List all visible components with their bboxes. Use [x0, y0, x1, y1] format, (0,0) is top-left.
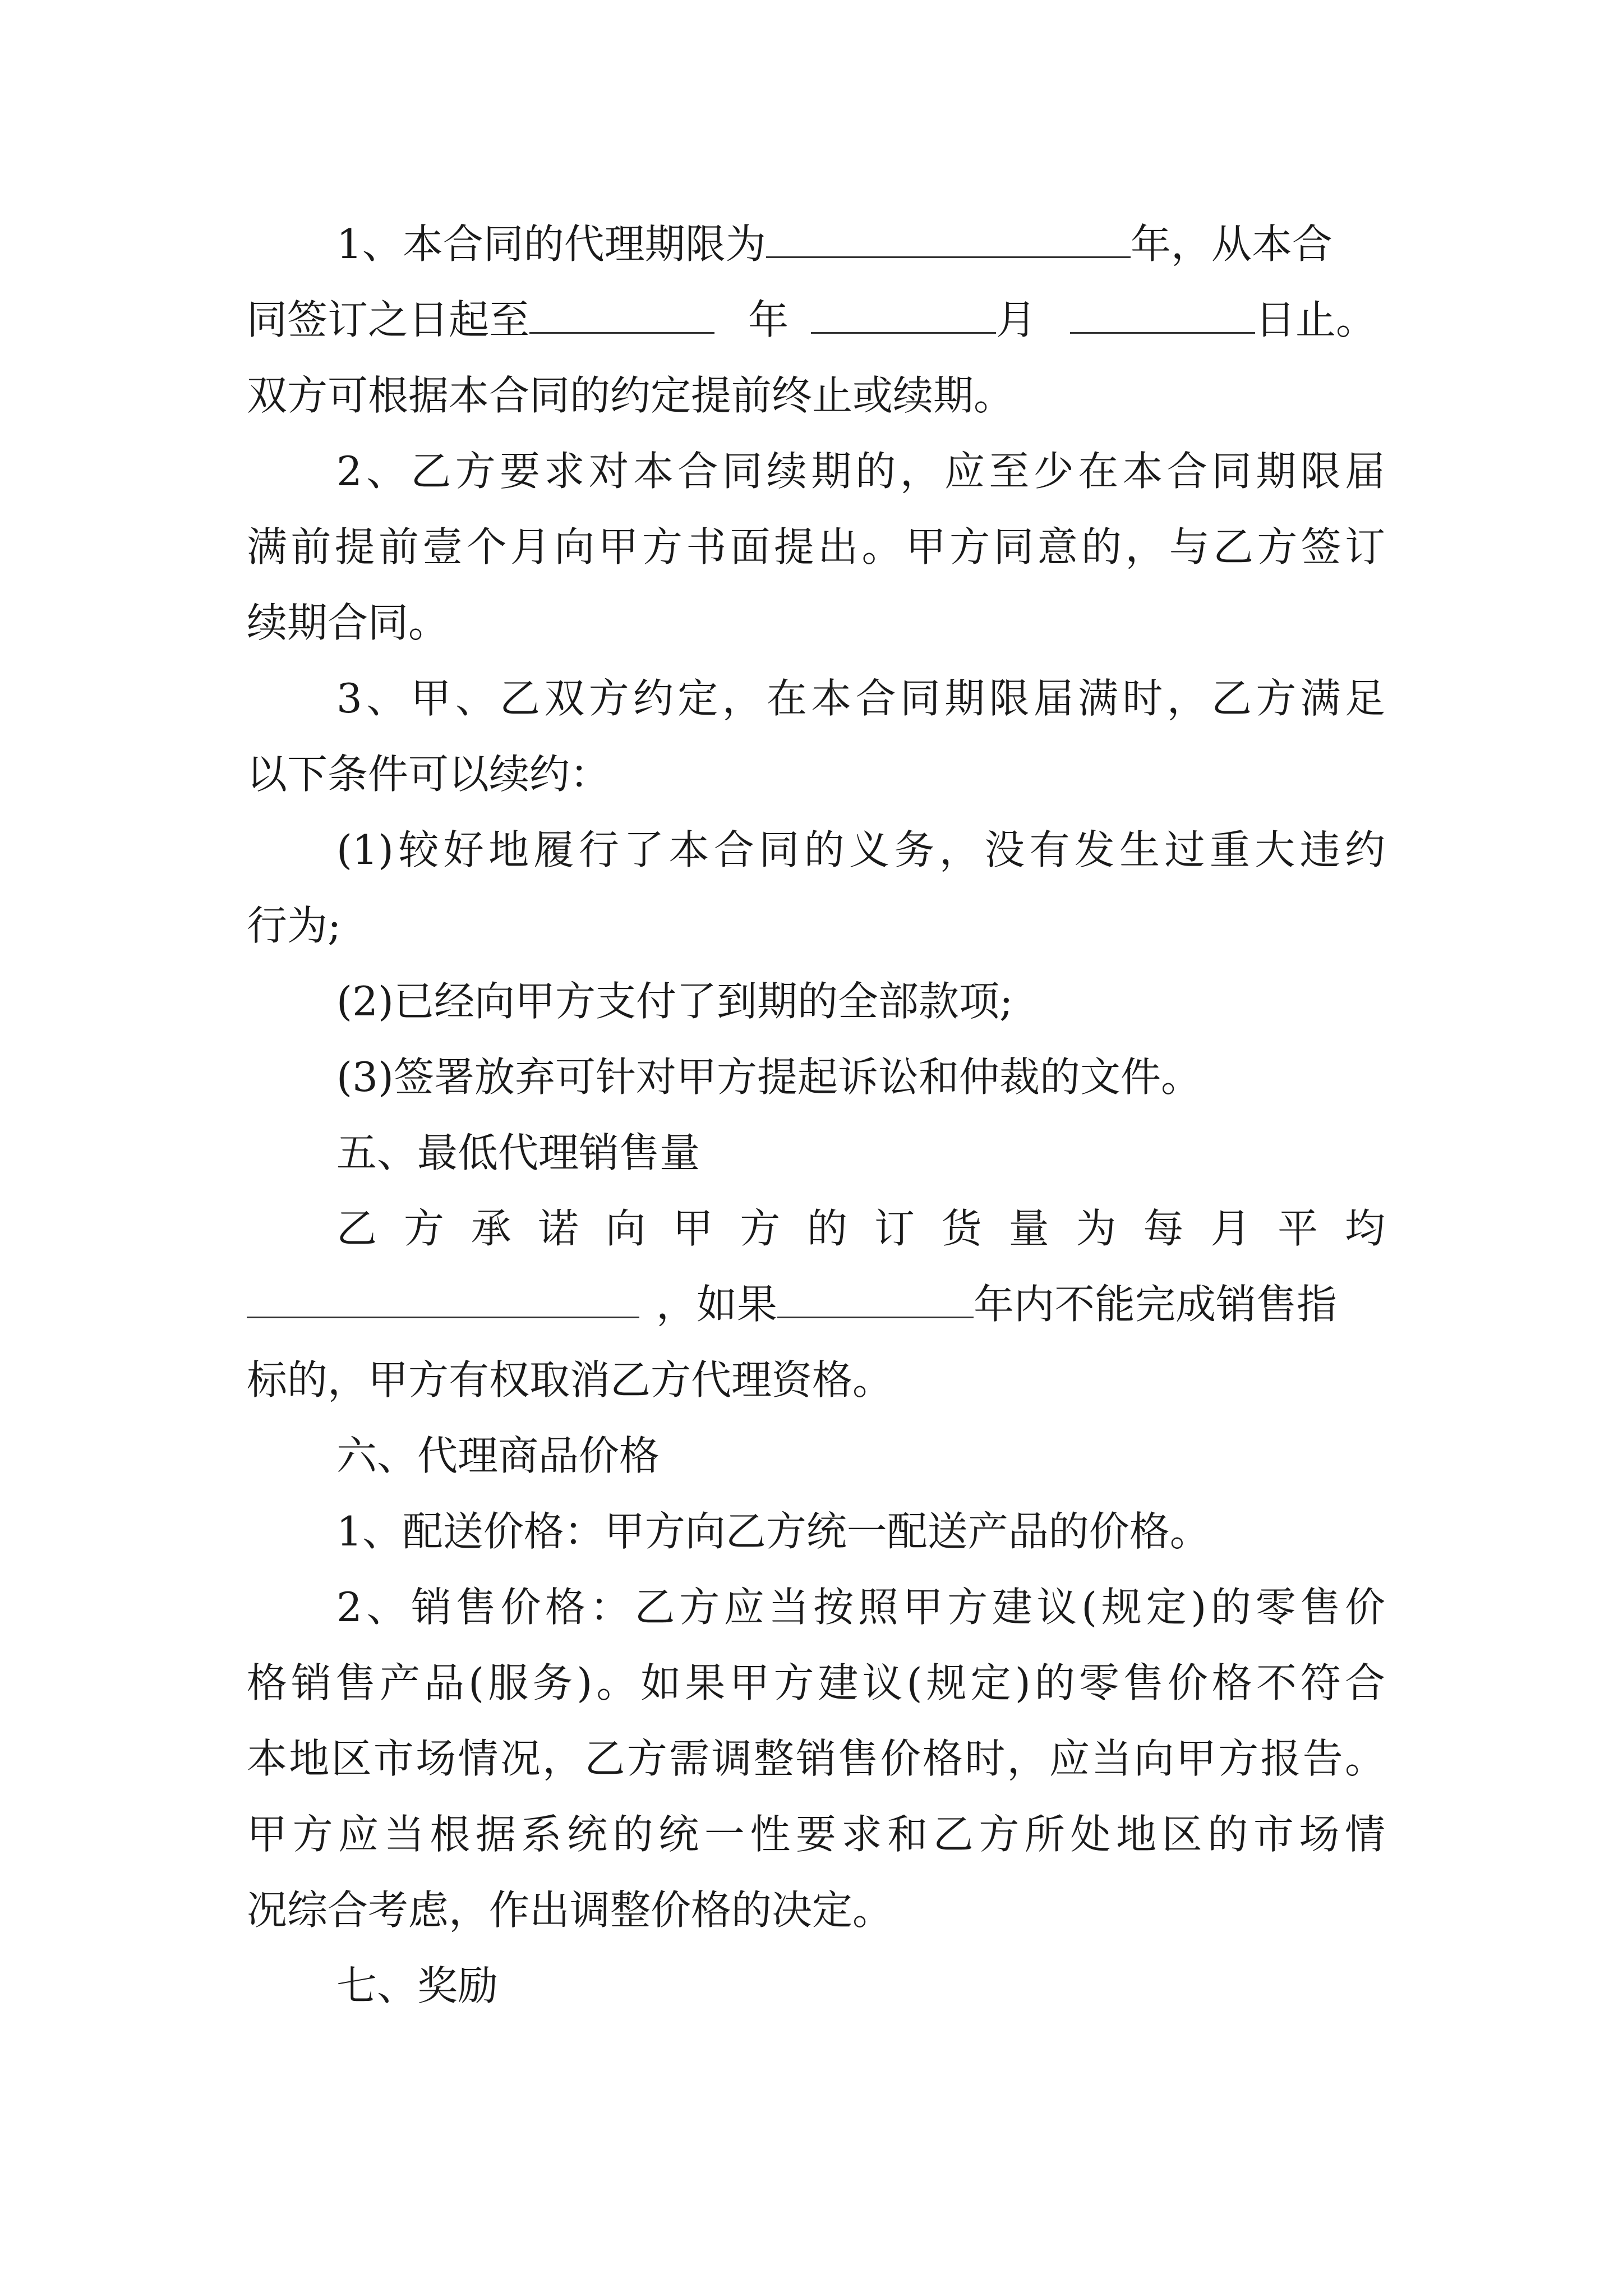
paragraph-line — [247, 1276, 1385, 1332]
paragraph-line: 2、乙方要求对本合同续期的，应至少在本合同期限届 — [336, 448, 1385, 495]
paragraph-line: 格销售产品(服务)。如果甲方建议(规定)的零售价格不符合 — [247, 1659, 1385, 1706]
paragraph-line: 乙方承诺向甲方的订货量为每月平均 — [336, 1205, 1385, 1252]
section-heading: 六、代理商品价格 — [336, 1432, 660, 1479]
paragraph-line — [247, 292, 1385, 348]
paragraph-line: 本地区市场情况，乙方需调整销售价格时，应当向甲方报告。 — [247, 1735, 1385, 1782]
text-run: 年内不能完成销售指 — [974, 1281, 1338, 1328]
paragraph-line: 甲方应当根据系统的统一性要求和乙方所处地区的市场情 — [247, 1811, 1385, 1858]
fill-blank — [766, 217, 1131, 258]
text-run: 双方可根据本合同的约定提前终止或续期。 — [247, 372, 1015, 419]
paragraph-line — [336, 216, 1385, 272]
paragraph-line: 3、甲、乙双方约定，在本合同期限届满时，乙方满足 — [336, 675, 1385, 722]
paragraph-line: 续期合同。 — [247, 599, 449, 646]
paragraph-line: 1、配送价格：甲方向乙方统一配送产品的价格。 — [336, 1508, 1210, 1555]
section-heading: 七、奖励 — [336, 1962, 499, 2009]
paragraph-line — [247, 367, 1385, 424]
paragraph-line: 以下条件可以续约： — [247, 751, 611, 798]
fill-blank — [529, 293, 714, 334]
text-run: 月 — [996, 296, 1037, 343]
paragraph-line: 2、销售价格：乙方应当按照甲方建议(规定)的零售价 — [336, 1584, 1385, 1631]
text-run: 年，从本合 — [1130, 220, 1332, 268]
text-run: 日止。 — [1255, 296, 1377, 343]
fill-blank — [247, 1277, 639, 1318]
paragraph-line: (1)较好地履行了本合同的义务，没有发生过重大违约 — [336, 826, 1385, 873]
paragraph-line: 行为; — [247, 902, 342, 949]
section-heading: 五、最低代理销售量 — [336, 1129, 700, 1176]
paragraph-line: (3)签署放弃可针对甲方提起诉讼和仲裁的文件。 — [336, 1053, 1201, 1101]
paragraph-line: 满前提前壹个月向甲方书面提出。甲方同意的，与乙方签订 — [247, 523, 1385, 570]
paragraph-line: 况综合考虑，作出调整价格的决定。 — [247, 1887, 893, 1934]
fill-blank — [1070, 293, 1255, 334]
text-run: 1、本合同的代理期限为 — [336, 220, 766, 268]
paragraph-line: (2)已经向甲方支付了到期的全部款项; — [336, 978, 1013, 1025]
text-run: ，如果 — [656, 1281, 778, 1328]
fill-blank — [811, 293, 996, 334]
text-run: 同签订之日起至 — [247, 296, 530, 343]
text-run: 年 — [748, 296, 789, 343]
paragraph-line: 标的，甲方有权取消乙方代理资格。 — [247, 1356, 893, 1404]
fill-blank — [777, 1277, 974, 1318]
